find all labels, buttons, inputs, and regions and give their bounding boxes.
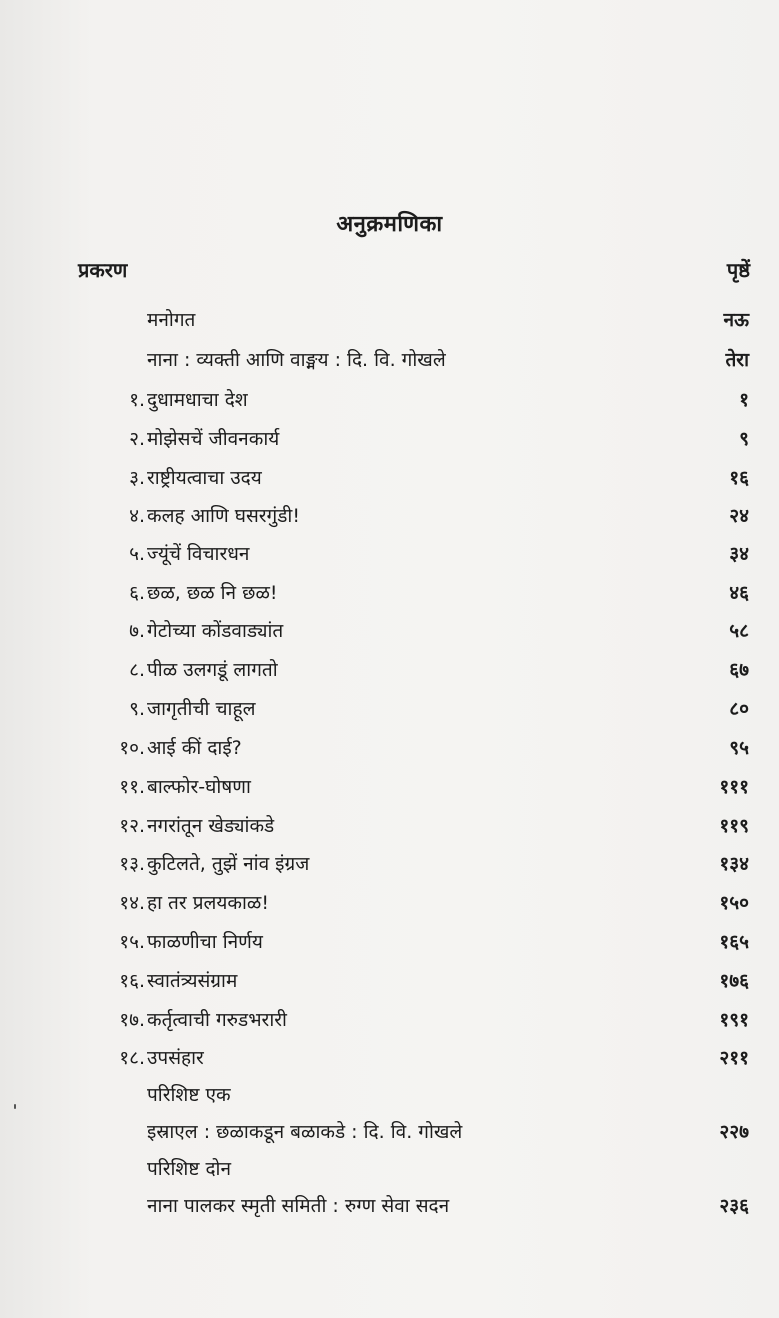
entry-page: २११ xyxy=(719,1047,749,1069)
entry-title: बाल्फोर-घोषणा xyxy=(147,776,251,798)
entry-number: १३. xyxy=(119,853,145,875)
entry-title: परिशिष्ट दोन xyxy=(147,1158,232,1180)
entry-number: १८. xyxy=(119,1047,145,1069)
toc-entry xyxy=(0,1041,779,1075)
page-column-header: पृष्ठें xyxy=(726,258,750,282)
entry-title: ज्यूंचें विचारधन xyxy=(147,543,250,565)
entry-page: तेरा xyxy=(725,349,749,371)
entry-page: १११ xyxy=(719,776,749,798)
entry-title: इस्राएल : छळाकडून बळाकडे : दि. वि. गोखले xyxy=(147,1121,463,1143)
entry-page: ८० xyxy=(729,698,749,720)
entry-number: १७. xyxy=(119,1009,145,1031)
entry-title: पीळ उलगडूं लागतो xyxy=(147,659,278,681)
entry-page: १५० xyxy=(719,892,749,914)
entry-page: ९ xyxy=(739,428,749,450)
entry-number: ५. xyxy=(129,543,145,565)
toc-entry xyxy=(0,303,779,337)
toc-entry xyxy=(0,653,779,687)
entry-title: नगरांतून खेड्यांकडे xyxy=(147,815,275,837)
entry-title: कलह आणि घसरगुंडी! xyxy=(147,505,300,527)
toc-entry xyxy=(0,964,779,998)
toc-entry xyxy=(0,499,779,533)
entry-page: ६७ xyxy=(729,659,749,681)
toc-entry xyxy=(0,731,779,765)
entry-title: नाना पालकर स्मृती समिती : रुग्ण सेवा सदन xyxy=(147,1195,450,1217)
entry-page: ४६ xyxy=(729,582,749,604)
entry-title: हा तर प्रलयकाळ! xyxy=(147,892,269,914)
entry-number: ११. xyxy=(119,776,145,798)
entry-title: दुधामधाचा देश xyxy=(147,389,248,411)
entry-title: फाळणीचा निर्णय xyxy=(147,931,263,953)
entry-title: जागृतीची चाहूल xyxy=(147,698,256,720)
entry-title: कर्तृत्वाची गरुडभरारी xyxy=(147,1009,287,1031)
paper-speck xyxy=(14,1104,16,1109)
entry-number: १४. xyxy=(119,892,145,914)
toc-entry xyxy=(0,809,779,843)
entry-number: १२. xyxy=(119,815,145,837)
entry-number: १६. xyxy=(119,970,145,992)
entry-title: छळ, छळ नि छळ! xyxy=(147,582,278,604)
entry-title: मोझेसचें जीवनकार्य xyxy=(147,428,280,450)
entry-page: ५८ xyxy=(729,620,749,642)
entry-title: नाना : व्यक्ती आणि वाङ्मय : दि. वि. गोखले xyxy=(147,349,446,371)
toc-entry xyxy=(0,537,779,571)
entry-page: ३४ xyxy=(729,543,749,565)
entry-number: ६. xyxy=(129,582,145,604)
entry-page: १७६ xyxy=(719,970,749,992)
toc-entry xyxy=(0,343,779,377)
toc-entry xyxy=(0,576,779,610)
entry-number: १०. xyxy=(119,737,145,759)
entry-page: नऊ xyxy=(723,309,749,331)
toc-entry xyxy=(0,1115,779,1149)
entry-title: आई कीं दाई? xyxy=(147,737,242,759)
toc-entry xyxy=(0,422,779,456)
entry-title: उपसंहार xyxy=(147,1047,204,1069)
entry-page: २४ xyxy=(729,505,749,527)
entry-number: १. xyxy=(129,389,145,411)
entry-number: ९. xyxy=(129,698,145,720)
entry-title: गेटोच्या कोंडवाड्यांत xyxy=(147,620,284,642)
entry-page: २३६ xyxy=(719,1195,749,1217)
toc-entry xyxy=(0,847,779,881)
chapter-column-header: प्रकरण xyxy=(78,258,128,282)
entry-number: ८. xyxy=(129,659,145,681)
entry-page: ११९ xyxy=(719,815,749,837)
toc-entry xyxy=(0,1003,779,1037)
entry-number: २. xyxy=(129,428,145,450)
entry-page: १ xyxy=(739,389,749,411)
entry-page: १९१ xyxy=(719,1009,749,1031)
toc-entry xyxy=(0,383,779,417)
toc-entry xyxy=(0,614,779,648)
entry-page: १३४ xyxy=(719,853,749,875)
entry-title: कुटिलते, तुझें नांव इंग्रज xyxy=(147,853,310,875)
entry-title: स्वातंत्र्यसंग्राम xyxy=(147,970,238,992)
entry-page: १६५ xyxy=(719,931,749,953)
entry-title: राष्ट्रीयत्वाचा उदय xyxy=(147,467,262,489)
toc-entry xyxy=(0,692,779,726)
entry-number: १५. xyxy=(119,931,145,953)
entry-title: परिशिष्ट एक xyxy=(147,1084,231,1106)
entry-number: ४. xyxy=(129,505,145,527)
appendix-heading xyxy=(0,1152,779,1186)
toc-entry xyxy=(0,925,779,959)
toc-entry xyxy=(0,1189,779,1223)
toc-entry xyxy=(0,770,779,804)
toc-entry xyxy=(0,461,779,495)
toc-header xyxy=(78,256,750,286)
entry-page: ९५ xyxy=(729,737,749,759)
entry-title: मनोगत xyxy=(147,309,196,331)
entry-page: १६ xyxy=(729,467,749,489)
page-title: अनुक्रमणिका xyxy=(336,212,443,237)
entry-number: ७. xyxy=(129,620,145,642)
toc-entry xyxy=(0,886,779,920)
entry-number: ३. xyxy=(129,467,145,489)
appendix-heading xyxy=(0,1078,779,1112)
entry-page: २२७ xyxy=(719,1121,749,1143)
